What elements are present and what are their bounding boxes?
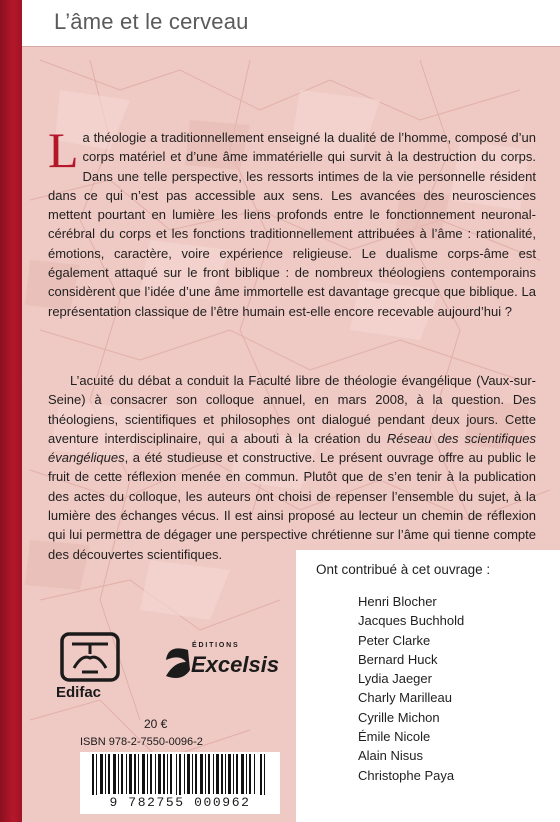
excelsis-logo: [160, 640, 280, 684]
paragraph-2-text-end: , a été studieuse et constructive. Le présent ouvrage offre au public le fruit de cette réflexion menée en commun. Plutôt que de s’en tenir à la publication des actes du colloque, les auteurs ont choisi de repenser l’ensemble du sujet, à la lumière des échanges vécus. Il est ainsi proposé au lecteur un chemin de réflexion qui lui permettra de dégager une perspective chrétienne sur l’âme qui tienne compte des découvertes scientifiques.: [48, 450, 536, 562]
title-bar: [22, 0, 560, 47]
contributor-name: Lydia Jaeger: [358, 671, 432, 687]
contributors-list: [358, 592, 464, 785]
excelsis-name: Excelsis: [191, 652, 280, 677]
contributor-name: Émile Nicole: [358, 729, 431, 745]
isbn-number: ISBN 978-2-7550-0096-2: [80, 736, 203, 748]
contributor-name: Peter Clarke: [358, 632, 431, 648]
network-name: Réseau des scientifiques évangéliques: [48, 430, 536, 466]
contributor-name: Cyrille Michon: [358, 709, 440, 725]
book-title: L’âme et le cerveau: [54, 9, 249, 34]
drop-cap-letter: L: [48, 122, 79, 178]
paragraph-2-text-start: L’acuité du débat a conduit la Faculté libre de théologie évangélique (Vaux-sur-Seine) à consacrer son colloque annuel, en mars 2008, à la question. Des théologiens, scientifiques et philosophes ont dialogué pendant deux jours. Cette aventure interdisciplinaire, qui a abouti à la création du: [48, 373, 536, 446]
edifac-logo-icon: [58, 632, 122, 682]
edifac-name: Edifac: [56, 684, 102, 701]
contributor-name: Charly Marilleau: [358, 690, 452, 706]
contributor-name: Christophe Paya: [358, 767, 455, 783]
synopsis-paragraph-2: [48, 371, 536, 564]
excelsis-swirl-icon: [160, 642, 192, 682]
contributors-box: [296, 550, 560, 822]
synopsis-paragraph-1: [48, 122, 536, 321]
contributors-heading: Ont contribué à cet ouvrage :: [316, 562, 491, 577]
contributor-name: Jacques Buchhold: [358, 613, 465, 629]
contributor-name: Henri Blocher: [358, 594, 437, 609]
barcode-digits: 9 782755 000962: [80, 795, 280, 810]
contributor-name: Bernard Huck: [358, 651, 438, 667]
contributor-name: Alain Nisus: [358, 748, 424, 764]
price-label: 20 €: [144, 717, 168, 731]
red-spine-band: [0, 0, 22, 822]
barcode-bars-icon: [80, 754, 280, 798]
paragraph-1-text: a théologie a traditionnellement enseigné la dualité de l’homme, composé d’un corps matériel et d’une âme immatérielle qui survit à la destruction du corps. Dans une telle perspective, les ressorts intimes de la vie personnelle résident dans ce qui n’est pas accessible aux sens. Les avancées des neurosciences mettent pourtant en lumière les liens profonds entre le fonctionnement neuronal-cérébral du corps et les fonctions traditionnellement attribuées à l’âme : rationalité, émotions, caractère, voire expérience religieuse. Le dualisme corps-âme est également attaqué sur le front biblique : de nombreux théologiens contemporains considèrent que l’idée d’une âme immortelle est davantage grecque que biblique. La représentation classique de l’être humain est-elle encore recevable aujourd’hui ?: [48, 130, 536, 319]
excelsis-editions-label: ÉDITIONS: [192, 642, 240, 649]
